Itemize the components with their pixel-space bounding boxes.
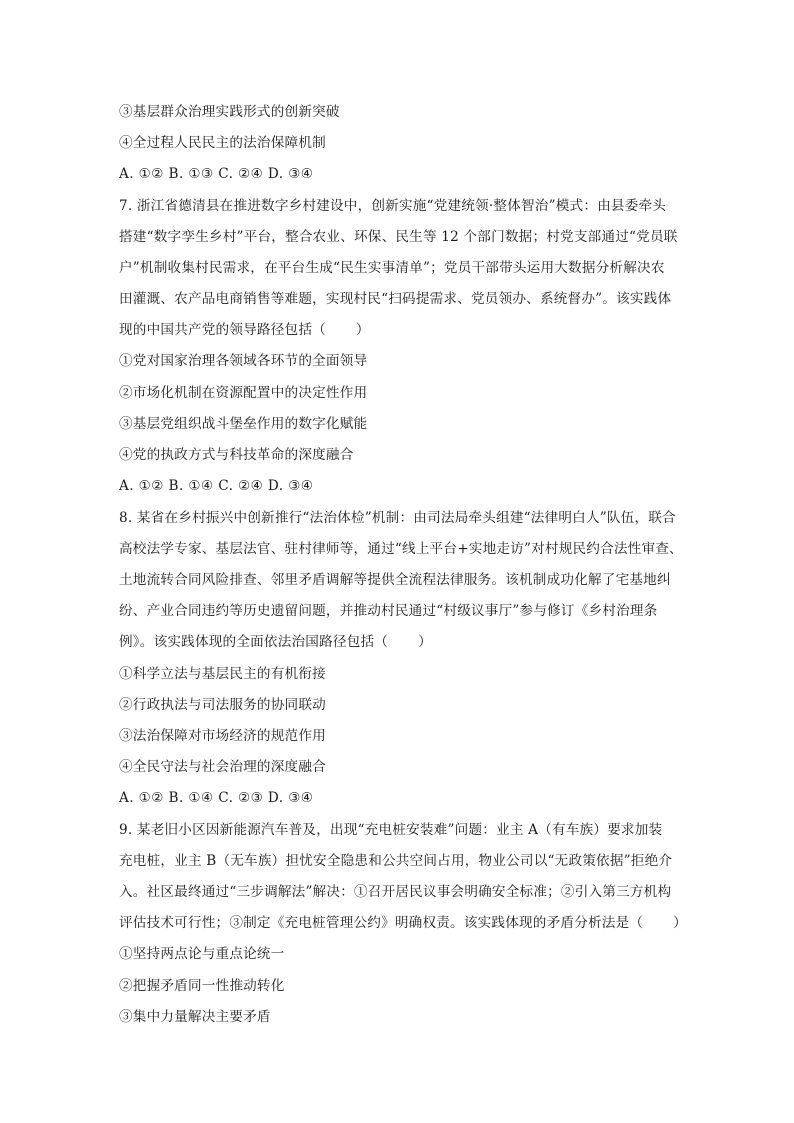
q7-stem-text: 现的中国共产党的领导路径包括（ bbox=[119, 322, 326, 338]
q7-answer-paren-close: ） bbox=[355, 322, 370, 338]
q8-option-1: ①科学立法与基层民主的有机衔接 bbox=[119, 666, 326, 682]
q7-stem-line-2: 搭建“数字孪生乡村”平台，整合农业、环保、民生等 12 个部门数据；村党支部通过“党员联 bbox=[119, 229, 678, 245]
q7-option-2: ②市场化机制在资源配置中的决定性作用 bbox=[119, 385, 368, 401]
q9-option-2: ②把握矛盾同一性推动转化 bbox=[119, 978, 285, 994]
q9-stem-line-3: 入。社区最终通过“三步调解法”解决：①召开居民议事会明确安全标准；②引入第三方机构 bbox=[119, 884, 672, 900]
q9-option-1: ①坚持两点论与重点论统一 bbox=[119, 946, 285, 962]
q8-stem-line-2: 高校法学专家、基层法官、驻村律师等，通过“线上平台+实地走访”对村规民约合法性审查、 bbox=[119, 541, 683, 557]
q8-option-3: ③法治保障对市场经济的规范作用 bbox=[119, 728, 326, 744]
q8-stem-line-5 bbox=[119, 633, 679, 651]
q8-stem-text: 例》。该实践体现的全面依法治国路径包括（ bbox=[119, 634, 389, 650]
q8-stem-line-3: 土地流转合同风险排查、邻里矛盾调解等提供全流程法律服务。该机制成功化解了宅基地纠 bbox=[119, 572, 671, 588]
q7-choices: A. ①② B. ①④ C. ②④ D. ③④ bbox=[119, 478, 314, 494]
q6-option-3: ③基层群众治理实践形式的创新突破 bbox=[119, 104, 340, 120]
q7-stem-line-3: 户”机制收集村民需求，在平台生成“民生实事清单”；党员干部带头运用大数据分析解决农 bbox=[119, 260, 665, 276]
q8-stem-line-4: 纷、产业合同违约等历史遗留问题，并推动村民通过“村级议事厅”参与修订《乡村治理条 bbox=[119, 603, 658, 619]
q7-option-4: ④党的执政方式与科技革命的深度融合 bbox=[119, 447, 354, 463]
q9-stem-line-4 bbox=[119, 914, 687, 932]
q7-option-3: ③基层党组织战斗堡垒作用的数字化赋能 bbox=[119, 416, 368, 432]
q8-stem-line-1: 8. 某省在乡村振兴中创新推行“法治体检”机制：由司法局牵头组建“法律明白人”队伍，联合 bbox=[119, 510, 676, 526]
q8-choices: A. ①② B. ①④ C. ②③ D. ③④ bbox=[119, 790, 314, 806]
q9-stem-text: 评估技术可行性；③制定《充电桩管理公约》明确权责。该实践体现的矛盾分析法是（ bbox=[119, 915, 644, 931]
q6-choices: A. ①② B. ①③ C. ②④ D. ③④ bbox=[119, 166, 314, 182]
q7-stem-line-4: 田灌溉、农产品电商销售等难题，实现村民“扫码提需求、党员领办、系统督办”。该实践体 bbox=[119, 291, 672, 307]
q8-option-2: ②行政执法与司法服务的协同联动 bbox=[119, 697, 326, 713]
q8-answer-paren-close: ） bbox=[418, 634, 432, 650]
q9-stem-line-2: 充电桩，业主 B（无车族）担忧安全隐患和公共空间占用，物业公司以“无政策依据”拒绝介 bbox=[119, 853, 673, 869]
q7-stem-line-1: 7. 浙江省德清县在推进数字乡村建设中，创新实施“党建统领·整体智治”模式：由县委牵头 bbox=[119, 198, 667, 214]
q9-stem-line-1: 9. 某老旧小区因新能源汽车普及，出现“充电桩安装难”问题：业主 A（有车族）要求加装 bbox=[119, 822, 663, 838]
q8-option-4: ④全民守法与社会治理的深度融合 bbox=[119, 759, 326, 775]
q9-option-3: ③集中力量解决主要矛盾 bbox=[119, 1009, 271, 1025]
q6-option-4: ④全过程人民民主的法治保障机制 bbox=[119, 135, 326, 151]
q7-option-1: ①党对国家治理各领域各环节的全面领导 bbox=[119, 353, 368, 369]
q9-answer-paren-close: ） bbox=[673, 915, 687, 931]
q7-stem-line-5 bbox=[119, 321, 679, 339]
